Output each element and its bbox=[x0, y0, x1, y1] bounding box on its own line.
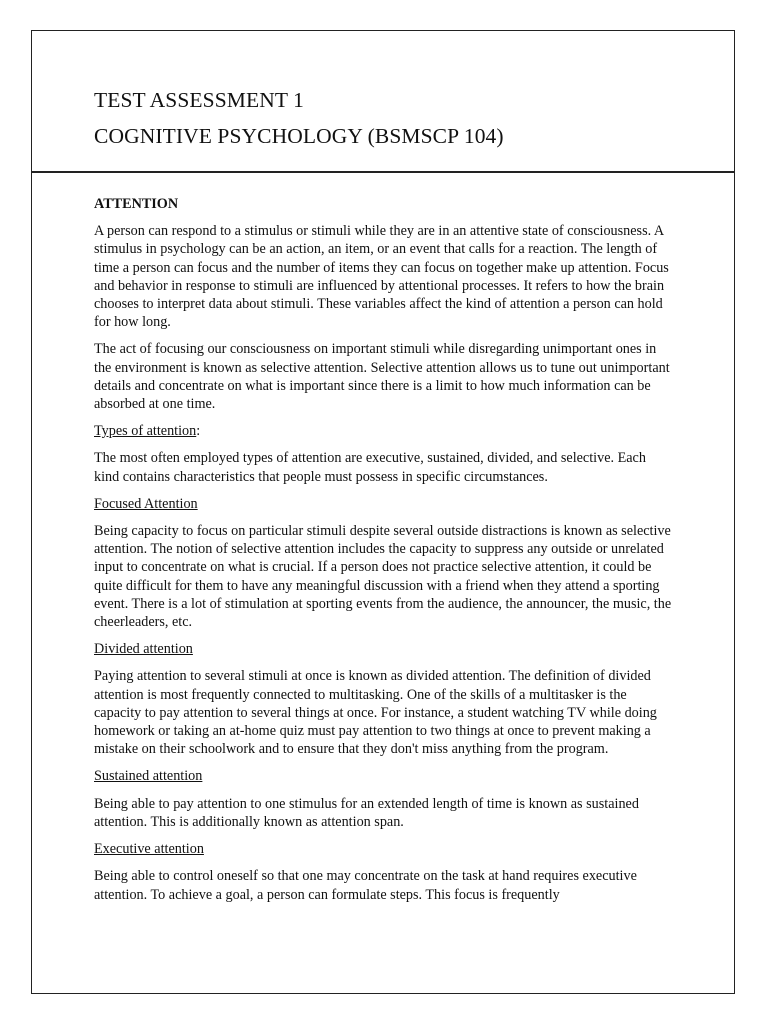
subheading-types-colon: : bbox=[196, 423, 201, 440]
document-page bbox=[31, 30, 735, 994]
paragraph-executive: Being able to control oneself so that one may concentrate on the task at hand requires executive attention. To achieve a goal, a person can formulate steps. This focus is frequently bbox=[94, 868, 637, 903]
document-title: TEST ASSESSMENT 1 bbox=[94, 88, 304, 112]
subheading-types-label: Types of attention bbox=[94, 423, 197, 440]
paragraph-divided: Paying attention to several stimuli at once is known as divided attention. The definition of divided attention is most frequently connected to multitasking. One of the skills of a multitasker is the capacity to pay attention to several things at once. For instance, a student watching TV while doing homework or taking an at-home quiz must pay attention to two things at once to prevent making a mistake on their schoolwork and to ensure that they don't miss anything from the program. bbox=[94, 668, 657, 758]
subheading-executive-attention: Executive attention bbox=[94, 841, 204, 858]
paragraph-types: The most often employed types of attention are executive, sustained, divided, and selective. Each kind contains characteristics that people must possess in specific circumstances. bbox=[94, 450, 646, 485]
subheading-focused-attention: Focused Attention bbox=[94, 495, 198, 512]
paragraph-intro-2: The act of focusing our consciousness on important stimuli while disregarding unimportant ones in the environment is known as selective attention. Selective attention allows us to tune out unimportant details and concentrate on what is important since there is a limit to how much information can be absorbed at one time. bbox=[94, 341, 670, 413]
subheading-divided-attention: Divided attention bbox=[94, 641, 193, 658]
subheading-types-of-attention bbox=[94, 422, 674, 440]
course-title: COGNITIVE PSYCHOLOGY (BSMSCP 104) bbox=[94, 124, 504, 148]
paragraph-sustained: Being able to pay attention to one stimulus for an extended length of time is known as sustained attention. This is additionally known as attention span. bbox=[94, 795, 639, 830]
header-divider bbox=[32, 171, 734, 173]
section-heading-attention: ATTENTION bbox=[94, 196, 179, 212]
document-header bbox=[32, 31, 734, 173]
document-body bbox=[94, 195, 674, 913]
paragraph-focused: Being capacity to focus on particular stimuli despite several outside distractions is known as selective attention. The notion of selective attention includes the capacity to suppress any outside or unrelated input to concentrate on what is crucial. If a person does not practice selective attention, it could be quite difficult for them to have any meaningful discussion with a friend when they attend a sporting event. There is a lot of stimulation at sporting events from the audience, the announcer, the music, the cheerleaders, etc. bbox=[94, 523, 672, 631]
paragraph-intro-1: A person can respond to a stimulus or stimuli while they are in an attentive state of consciousness. A stimulus in psychology can be an action, an item, or an event that calls for a reaction. The length of time a person can focus and the number of items they can focus on together make up attention. Focus and behavior in response to stimuli are influenced by attentional processes. It refers to how the brain chooses to interpret data about stimuli. These variables affect the kind of attention a person can hold for how long. bbox=[94, 223, 669, 331]
subheading-sustained-attention: Sustained attention bbox=[94, 768, 203, 785]
